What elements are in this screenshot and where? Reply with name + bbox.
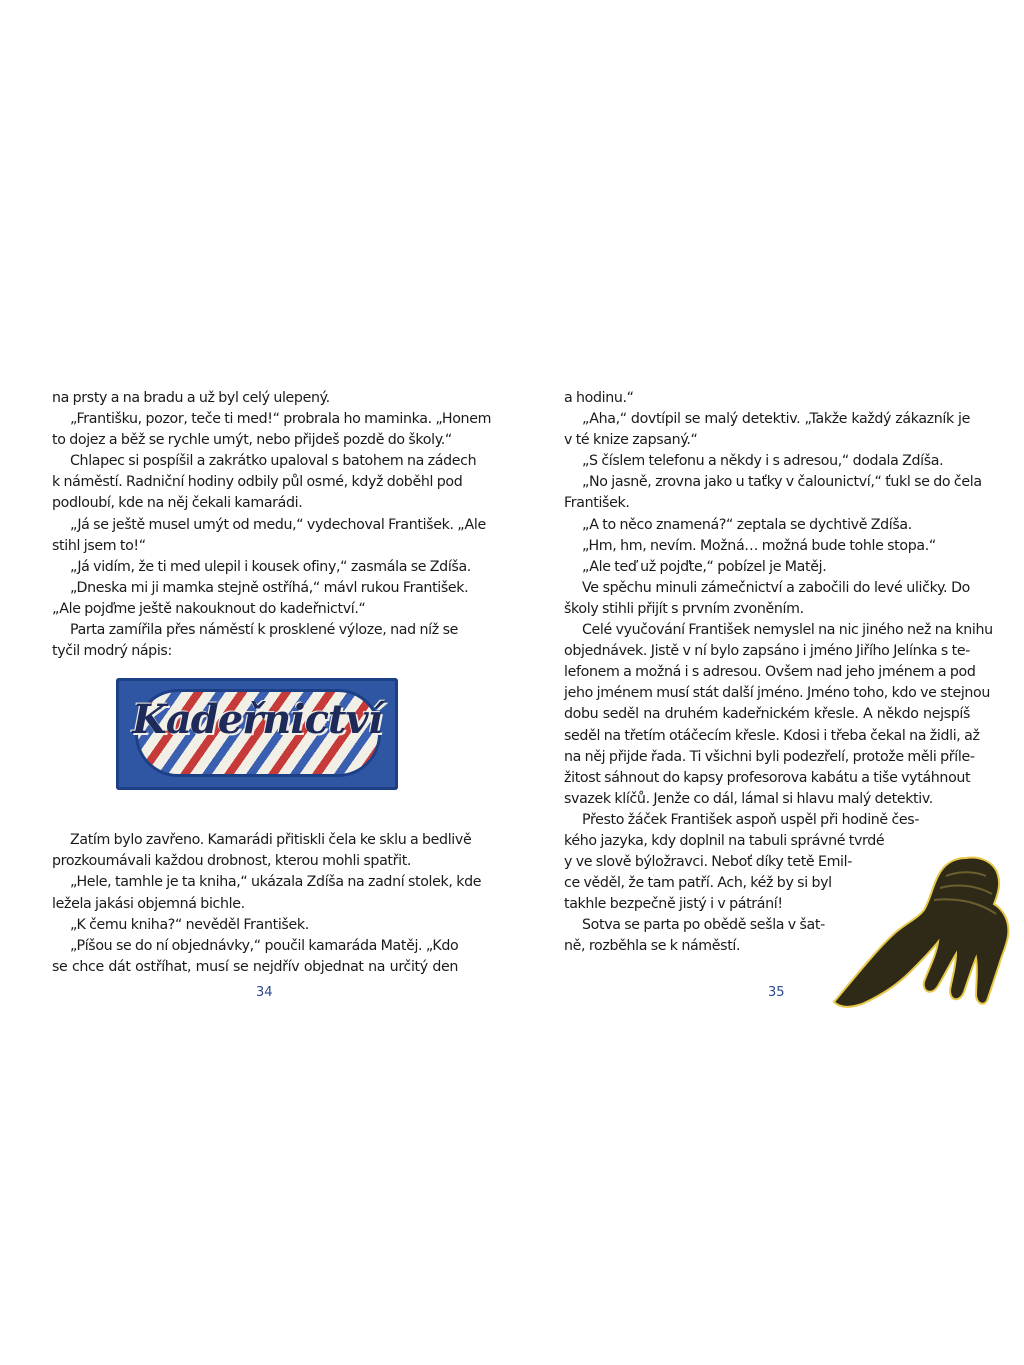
- text-line: k náměstí. Radniční hodiny odbily půl osmé, když doběhl pod: [52, 474, 463, 491]
- text-line: jeho jménem musí stát další jméno. Jméno toho, kdo ve stejnou: [564, 685, 991, 702]
- text-line: Zatím bylo zavřeno. Kamarádi přitiskli čela ke sklu a bedlivě: [70, 832, 472, 849]
- text-line: „S číslem telefonu a někdy i s adresou,“ dodala Zdíša.: [582, 453, 944, 470]
- text-line: podloubí, kde na něj čekali kamarádi.: [52, 495, 303, 512]
- text-line: prozkoumávali každou drobnost, kterou mohli spatřit.: [52, 853, 412, 870]
- left-text-block-b: [52, 830, 482, 978]
- text-line: ce věděl, že tam patří. Ach, kéž by si byl: [564, 875, 832, 892]
- text-line: se chce dát ostříhat, musí se nejdřív objednat na určitý den: [52, 958, 458, 975]
- text-line: stihl jsem to!“: [52, 537, 146, 554]
- text-line: „Píšou se do ní objednávky,“ poučil kamaráda Matěj. „Kdo: [70, 937, 459, 954]
- page-number-right: 35: [768, 985, 785, 1000]
- text-line: „No jasně, zrovna jako u taťky v čalounictví,“ ťukl se do čela: [582, 474, 982, 491]
- text-line: žitost sáhnout do kapsy profesorova kabátu a tiše vytáhnout: [564, 769, 971, 786]
- text-line: to dojez a běž se rychle umýt, nebo přijdeš pozdě do školy.“: [52, 432, 452, 449]
- text-line: na něj přijde řada. Ti všichni byli podezřelí, protože měli příle-: [564, 748, 975, 765]
- text-line: Chlapec si pospíšil a zakrátko upaloval s batohem na zádech: [70, 453, 477, 470]
- text-line: kého jazyka, kdy doplnil na tabuli správné tvrdé: [564, 832, 885, 849]
- text-line: „Já vidím, že ti med ulepil i kousek ofiny,“ zasmála se Zdíša.: [70, 558, 471, 575]
- text-line: seděl na třetím otáčecím křesle. Kdosi i třeba čekal na židli, až: [564, 727, 980, 744]
- text-line: takhle bezpečně jistý i v pátrání!: [564, 896, 783, 913]
- text-line: „Ale pojďme ještě nakouknout do kadeřnictví.“: [52, 600, 366, 617]
- left-text-block-a: [52, 388, 492, 662]
- text-line: objednávek. Jistě v ní bylo zapsáno i jméno Jiřího Jelínka s te-: [564, 643, 970, 660]
- text-line: Celé vyučování František nemyslel na nic jiného než na knihu: [582, 622, 993, 639]
- text-line: lefonem a možná i s adresou. Ovšem nad jeho jménem a pod: [564, 664, 976, 681]
- right-text-block-a: [564, 388, 993, 810]
- text-line: ně, rozběhla se k náměstí.: [564, 938, 741, 955]
- text-line: „Hele, tamhle je ta kniha,“ ukázala Zdíša na zadní stolek, kde: [70, 874, 482, 891]
- sign-text: Kadeřnictví: [132, 696, 382, 744]
- text-line: „Dneska mi ji mamka stejně ostříhá,“ mávl rukou František.: [70, 579, 469, 596]
- text-line: a hodinu.“: [564, 390, 634, 406]
- text-line: „Hm, hm, nevím. Možná… možná bude tohle stopa.“: [582, 537, 936, 554]
- text-line: y ve slově býložravci. Neboť díky tetě Emil-: [564, 854, 852, 871]
- kadernictvi-sign-illustration: [52, 662, 458, 830]
- sign-board: [116, 678, 398, 790]
- text-line: Přesto žáček František aspoň uspěl při hodině čes-: [582, 811, 920, 828]
- text-line: „Já se ještě musel umýt od medu,“ vydechoval František. „Ale: [70, 516, 486, 533]
- text-line: „K čemu kniha?“ nevěděl František.: [70, 916, 309, 933]
- text-line: dobu seděl na druhém kadeřnickém křesle. A někdo nejspíš: [564, 706, 970, 723]
- glove-shape: [834, 858, 1008, 1007]
- text-line: ležela jakási objemná bichle.: [52, 895, 245, 912]
- text-line: školy stihli přijít s prvním zvoněním.: [564, 600, 804, 617]
- text-line: „Ale teď už pojďte,“ pobízel je Matěj.: [582, 558, 827, 575]
- text-line: svazek klíčů. Jenže co dál, lámal si hlavu malý detektiv.: [564, 790, 933, 807]
- page-number-left: 34: [256, 985, 273, 1000]
- text-line: Sotva se parta po obědě sešla v šat-: [582, 917, 825, 934]
- text-line: Ve spěchu minuli zámečnictví a zabočili do levé uličky. Do: [582, 579, 970, 596]
- glove-illustration: [826, 836, 1016, 1016]
- text-line: tyčil modrý nápis:: [52, 643, 172, 660]
- text-line: „Aha,“ dovtípil se malý detektiv. „Takže každý zákazník je: [582, 411, 970, 428]
- text-line: „Františku, pozor, teče ti med!“ probrala ho maminka. „Honem: [70, 411, 492, 428]
- left-page: [52, 388, 492, 978]
- text-line: na prsty a na bradu a už byl celý ulepený.: [52, 390, 330, 406]
- text-line: Parta zamířila přes náměstí k prosklené výloze, nad níž se: [70, 622, 458, 639]
- text-line: v té knize zapsaný.“: [564, 432, 698, 449]
- text-line: František.: [564, 495, 630, 512]
- text-line: „A to něco znamená?“ zeptala se dychtivě Zdíša.: [582, 516, 912, 533]
